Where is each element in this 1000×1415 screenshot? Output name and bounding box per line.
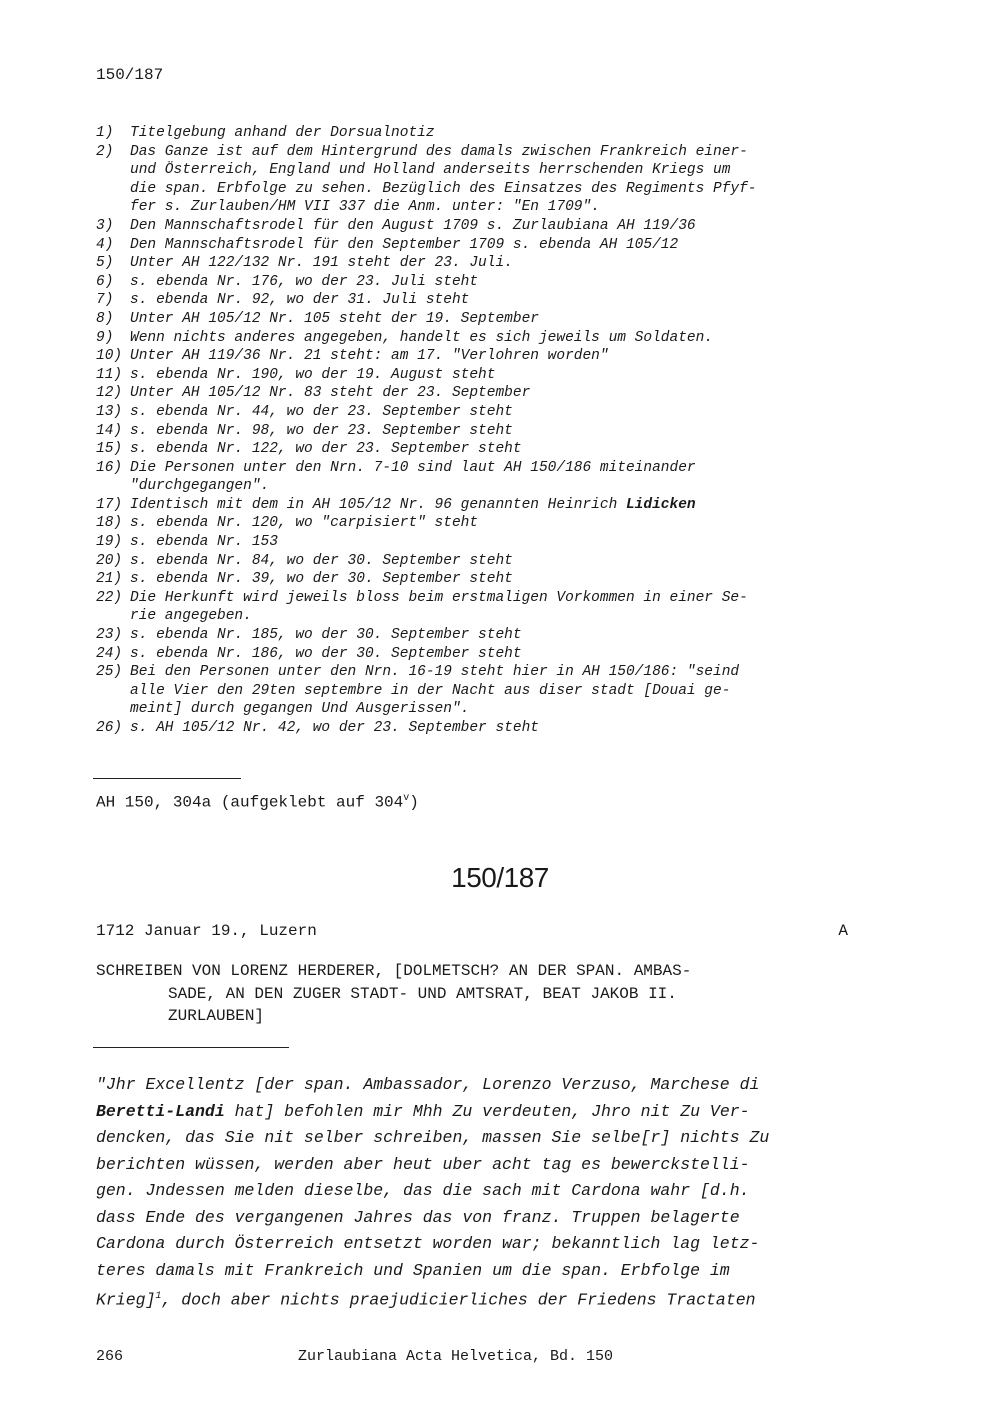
footnote-item bbox=[96, 254, 856, 273]
footnote-item bbox=[96, 217, 856, 236]
dateline bbox=[96, 922, 848, 940]
footnote-line: s. AH 105/12 Nr. 42, wo der 23. September steht bbox=[130, 720, 539, 736]
footnote-text bbox=[130, 217, 856, 236]
footnote-bold-name: Lidicken bbox=[625, 496, 696, 513]
footnote-number: 5) bbox=[96, 255, 114, 272]
footnote-item bbox=[96, 552, 856, 571]
footnote-item bbox=[96, 589, 856, 626]
footnote-line: s. ebenda Nr. 120, wo "carpisiert" steht bbox=[130, 515, 479, 532]
footnote-item bbox=[96, 533, 856, 552]
footnote-line: fer s. Zurlauben/HM VII 337 die Anm. unter: "En 1709". bbox=[130, 199, 600, 216]
footnote-line: Bei den Personen unter den Nrn. 16-19 steht hier in AH 150/186: "seind bbox=[130, 664, 740, 681]
footnote-item bbox=[96, 347, 856, 366]
document-number: 150/187 bbox=[451, 862, 549, 893]
footnote-text bbox=[130, 310, 856, 329]
footnote-item bbox=[96, 459, 856, 496]
footnote-number: 3) bbox=[96, 217, 114, 234]
footnote-number: 17) bbox=[96, 496, 123, 513]
footnote-number: 1) bbox=[96, 125, 114, 141]
footnote-text bbox=[130, 440, 856, 459]
footnote-line: Die Herkunft wird jeweils bloss beim erstmaligen Vorkommen in einer Se- bbox=[130, 589, 748, 606]
footnote-divider bbox=[93, 778, 241, 779]
source-close: ) bbox=[409, 793, 419, 812]
footnote-text bbox=[130, 384, 856, 403]
footnote-line: Den Mannschaftsrodel für den August 1709 s. Zurlaubiana AH 119/36 bbox=[130, 217, 696, 234]
footnote-number: 21) bbox=[96, 571, 123, 588]
footnote-item bbox=[96, 329, 856, 348]
transcription-body bbox=[96, 1072, 866, 1314]
source-reference bbox=[96, 793, 419, 811]
footnotes-list bbox=[96, 124, 856, 738]
footnote-line: rie angegeben. bbox=[130, 608, 252, 625]
footnote-item bbox=[96, 291, 856, 310]
footnote-item bbox=[96, 124, 856, 143]
footnote-number: 11) bbox=[96, 366, 123, 383]
footnote-ref: 1 bbox=[155, 1291, 162, 1302]
footnote-line: Die Personen unter den Nrn. 7-10 sind laut AH 150/186 miteinander bbox=[130, 459, 696, 476]
footnote-number: 25) bbox=[96, 664, 123, 681]
footnote-text bbox=[130, 143, 856, 217]
footnote-number: 6) bbox=[96, 273, 114, 290]
footnote-item bbox=[96, 663, 856, 719]
footnote-item bbox=[96, 645, 856, 664]
footnote-text bbox=[130, 645, 856, 664]
footnote-line: meint] durch gegangen Und Ausgerissen". bbox=[130, 701, 470, 718]
footnote-item bbox=[96, 719, 856, 738]
footnote-number: 22) bbox=[96, 589, 123, 606]
footnote-line: s. ebenda Nr. 44, wo der 23. September steht bbox=[130, 403, 513, 420]
footnote-text bbox=[130, 291, 856, 310]
footnote-line: und Österreich, England und Holland anderseits herrschenden Kriegs um bbox=[130, 162, 731, 179]
footnote-item bbox=[96, 422, 856, 441]
bold-name: Beretti-Landi bbox=[96, 1101, 225, 1121]
footnote-text bbox=[130, 273, 856, 292]
footnote-text bbox=[130, 459, 856, 496]
body-lines bbox=[96, 1125, 866, 1284]
last-post: , doch aber nichts praejudicierliches der Friedens Tractaten bbox=[161, 1290, 756, 1310]
page-header-ref: 150/187 bbox=[96, 66, 164, 84]
title-line-1: SCHREIBEN VON LORENZ HERDERER, [DOLMETSCH? AN DER SPAN. AMBAS- bbox=[96, 962, 692, 980]
body-line-2-text: hat] befohlen mir Mhh Zu verdeuten, Jhro nit Zu Ver- bbox=[224, 1101, 750, 1121]
footnote-line: s. ebenda Nr. 122, wo der 23. September steht bbox=[130, 441, 522, 458]
footnote-line: Titelgebung anhand der Dorsualnotiz bbox=[130, 125, 435, 141]
body-line-1 bbox=[96, 1072, 866, 1099]
footnote-item bbox=[96, 236, 856, 255]
footnote-number: 4) bbox=[96, 236, 114, 253]
footnote-item bbox=[96, 366, 856, 385]
body-line: Cardona durch Österreich entsetzt worden war; bekanntlich lag letz- bbox=[96, 1234, 760, 1253]
footnote-line: Den Mannschaftsrodel für den September 1709 s. ebenda AH 105/12 bbox=[130, 236, 679, 253]
footnote-line: s. ebenda Nr. 92, wo der 31. Juli steht bbox=[130, 292, 470, 309]
title-line-3: ZURLAUBEN] bbox=[168, 1007, 265, 1025]
date-place: 1712 Januar 19., Luzern bbox=[96, 922, 317, 940]
footnote-text bbox=[130, 124, 856, 143]
body-line-2 bbox=[96, 1099, 866, 1126]
title-divider bbox=[93, 1047, 289, 1048]
footnote-number: 19) bbox=[96, 534, 123, 551]
body-line: gen. Jndessen melden dieselbe, das die sach mit Cardona wahr [d.h. bbox=[96, 1181, 750, 1200]
footnote-number: 15) bbox=[96, 441, 123, 458]
footnote-line: Identisch mit dem in AH 105/12 Nr. 96 genannten Heinrich Lidicken bbox=[130, 496, 696, 513]
footnote-text bbox=[130, 496, 856, 515]
footnote-item bbox=[96, 496, 856, 515]
footnote-text bbox=[130, 236, 856, 255]
footnote-number: 13) bbox=[96, 403, 123, 420]
footnote-item bbox=[96, 310, 856, 329]
footnote-text bbox=[130, 254, 856, 273]
document-type-letter: A bbox=[838, 922, 848, 940]
footnote-item bbox=[96, 514, 856, 533]
footnote-line: Unter AH 122/132 Nr. 191 steht der 23. Juli. bbox=[130, 255, 513, 272]
footnote-number: 14) bbox=[96, 422, 123, 439]
footnote-line: s. ebenda Nr. 185, wo der 30. September steht bbox=[130, 627, 522, 644]
footnote-number: 7) bbox=[96, 292, 114, 309]
body-last-line bbox=[96, 1284, 866, 1314]
footnote-number: 20) bbox=[96, 552, 123, 569]
footnote-line: die span. Erbfolge zu sehen. Bezüglich des Einsatzes des Regiments Pfyf- bbox=[130, 180, 757, 197]
footnote-text bbox=[130, 514, 856, 533]
footnote-number: 23) bbox=[96, 627, 123, 644]
footnote-line: s. ebenda Nr. 153 bbox=[130, 534, 278, 551]
footnote-number: 18) bbox=[96, 515, 123, 532]
source-text: AH 150, 304a (aufgeklebt auf 304 bbox=[96, 793, 404, 812]
footnote-line: s. ebenda Nr. 39, wo der 30. September steht bbox=[130, 571, 513, 588]
footnote-number: 26) bbox=[96, 720, 123, 736]
footnote-item bbox=[96, 143, 856, 217]
title-line-2: SADE, AN DEN ZUGER STADT- UND AMTSRAT, BEAT JAKOB II. bbox=[168, 984, 677, 1003]
footnote-item bbox=[96, 384, 856, 403]
body-line: dass Ende des vergangenen Jahres das von franz. Truppen belagerte bbox=[96, 1207, 740, 1227]
footnote-text bbox=[130, 533, 856, 552]
footnote-item bbox=[96, 273, 856, 292]
footnote-line: s. ebenda Nr. 176, wo der 23. Juli steht bbox=[130, 273, 479, 290]
footnote-text bbox=[130, 626, 856, 645]
footnote-item bbox=[96, 403, 856, 422]
footnote-text bbox=[130, 663, 856, 719]
footnote-number: 10) bbox=[96, 348, 123, 365]
footnote-line: Unter AH 105/12 Nr. 105 steht der 19. September bbox=[130, 310, 539, 327]
footnote-number: 8) bbox=[96, 310, 114, 327]
footnote-item bbox=[96, 626, 856, 645]
footnote-line: s. ebenda Nr. 190, wo der 19. August steht bbox=[130, 366, 496, 383]
footnote-text bbox=[130, 347, 856, 366]
body-line: dencken, das Sie nit selber schreiben, massen Sie selbe[r] nichts Zu bbox=[96, 1128, 770, 1147]
footnote-text bbox=[130, 422, 856, 441]
source-sup: v bbox=[403, 793, 410, 804]
footnote-number: 16) bbox=[96, 459, 123, 476]
page-footer bbox=[96, 1348, 856, 1365]
footnote-line: s. ebenda Nr. 98, wo der 23. September steht bbox=[130, 422, 513, 439]
footnote-line: Wenn nichts anderes angegeben, handelt es sich jeweils um Soldaten. bbox=[130, 329, 713, 346]
footnote-text bbox=[130, 570, 856, 589]
footnote-text bbox=[130, 589, 856, 626]
body-line: berichten wüssen, werden aber heut uber acht tag es bewerckstelli- bbox=[96, 1154, 750, 1174]
footnote-line: Unter AH 105/12 Nr. 83 steht der 23. September bbox=[130, 385, 531, 402]
footnote-line: Unter AH 119/36 Nr. 21 steht: am 17. "Verlohren worden" bbox=[130, 348, 609, 365]
footnote-text bbox=[130, 552, 856, 571]
footnote-number: 24) bbox=[96, 645, 123, 662]
body-line-1-text: "Jhr Excellentz [der span. Ambassador, Lorenzo Verzuso, Marchese di bbox=[96, 1075, 760, 1094]
footnote-number: 9) bbox=[96, 329, 114, 346]
footnote-item bbox=[96, 570, 856, 589]
last-pre: Krieg] bbox=[96, 1290, 156, 1310]
footnote-text bbox=[130, 719, 856, 738]
footnote-item bbox=[96, 440, 856, 459]
footnote-line: "durchgegangen". bbox=[130, 478, 270, 495]
footnote-line: s. ebenda Nr. 186, wo der 30. September steht bbox=[130, 645, 522, 662]
footnote-number: 12) bbox=[96, 385, 123, 402]
footnote-line: s. ebenda Nr. 84, wo der 30. September steht bbox=[130, 552, 513, 569]
footnote-line: Das Ganze ist auf dem Hintergrund des damals zwischen Frankreich einer- bbox=[130, 143, 748, 160]
footnote-number: 2) bbox=[96, 143, 114, 160]
footnote-text bbox=[130, 403, 856, 422]
page-number: 266 bbox=[96, 1348, 124, 1365]
footnote-text bbox=[130, 329, 856, 348]
footnote-line: alle Vier den 29ten septembre in der Nacht aus diser stadt [Douai ge- bbox=[130, 682, 731, 699]
footnote-text bbox=[130, 366, 856, 385]
body-line: teres damals mit Frankreich und Spanien um die span. Erbfolge im bbox=[96, 1260, 730, 1280]
document-title bbox=[96, 960, 856, 1028]
publication-title: Zurlaubiana Acta Helvetica, Bd. 150 bbox=[298, 1348, 614, 1365]
